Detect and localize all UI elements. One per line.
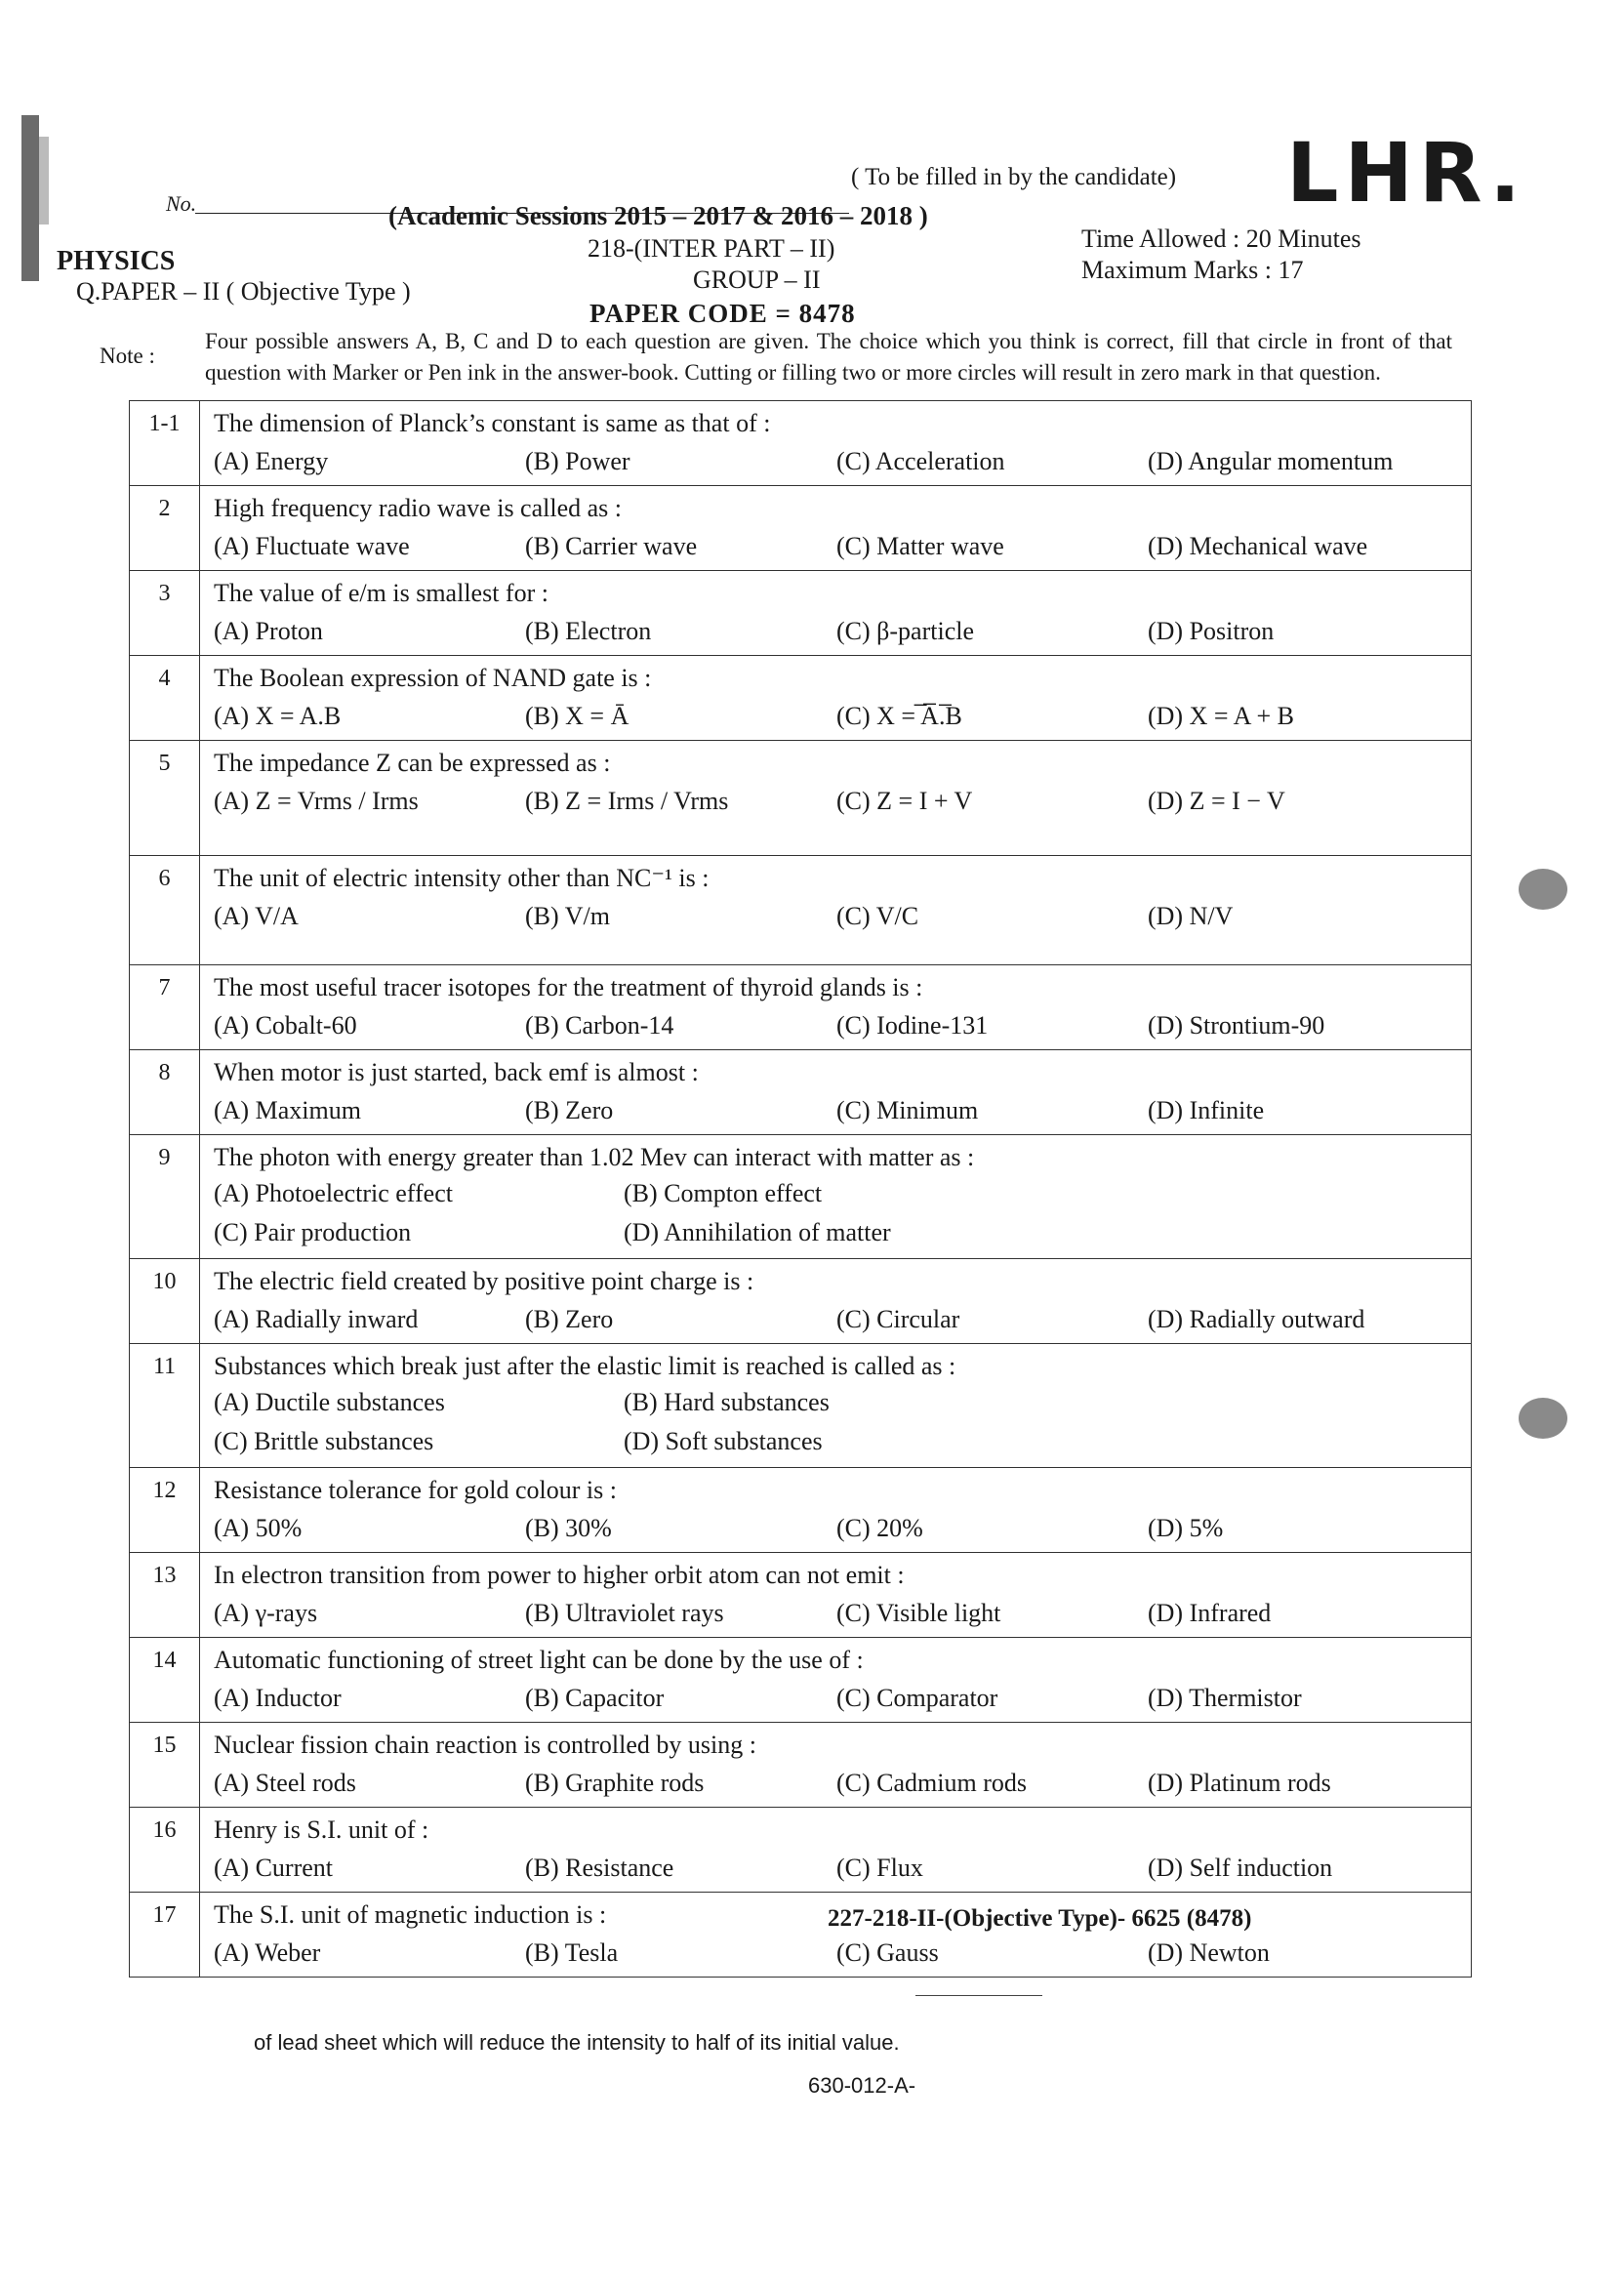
answer-option: (D) 5% <box>1148 1514 1224 1542</box>
question-cell <box>200 1638 1472 1723</box>
answer-option: (B) Carrier wave <box>525 532 698 560</box>
question-row <box>130 1135 1472 1259</box>
answer-options <box>214 899 1459 934</box>
question-row <box>130 1344 1472 1468</box>
candidate-note: ( To be filled in by the candidate) <box>851 164 1177 190</box>
answer-option: (D) Newton <box>1148 1938 1270 1967</box>
answer-option: (D) Mechanical wave <box>1148 532 1368 560</box>
scan-edge-shadow <box>39 137 49 224</box>
question-text: The unit of electric intensity other than NC⁻¹ is : <box>214 864 710 892</box>
answer-option: (B) Z = Irms / Vrms <box>525 787 729 815</box>
answer-option: (C) β-particle <box>836 617 974 645</box>
question-number: 7 <box>130 965 200 1050</box>
maximum-marks: Maximum Marks : 17 <box>1081 256 1304 284</box>
answer-option: (A) Weber <box>214 1938 321 1967</box>
answer-option: (B) Carbon-14 <box>525 1011 674 1040</box>
question-text: The photon with energy greater than 1.02 Mev can interact with matter as : <box>214 1143 975 1171</box>
question-cell <box>200 1050 1472 1135</box>
answer-option: (C) Comparator <box>836 1684 998 1712</box>
scan-edge-shadow <box>21 115 39 281</box>
question-text: The impedance Z can be expressed as : <box>214 749 611 777</box>
question-text: Substances which break just after the elastic limit is reached is called as : <box>214 1352 956 1380</box>
question-number: 5 <box>130 741 200 856</box>
answer-option: (C) Visible light <box>836 1599 1001 1627</box>
question-text: The Boolean expression of NAND gate is : <box>214 664 652 692</box>
question-cell <box>200 401 1472 486</box>
answer-option: (A) Proton <box>214 617 323 645</box>
question-text: The most useful tracer isotopes for the treatment of thyroid glands is : <box>214 973 923 1001</box>
answer-options <box>214 1383 1459 1461</box>
answer-options <box>214 1008 1459 1043</box>
question-text: Automatic functioning of street light can be done by the use of : <box>214 1646 864 1674</box>
question-row <box>130 1468 1472 1553</box>
question-number: 12 <box>130 1468 200 1553</box>
note-label: Note : <box>100 344 155 368</box>
question-row <box>130 1723 1472 1808</box>
question-number: 1-1 <box>130 401 200 486</box>
answer-option: (D) Annihilation of matter <box>624 1218 891 1246</box>
answer-option: (C) Matter wave <box>836 532 1004 560</box>
answer-option: (A) Inductor <box>214 1684 342 1712</box>
answer-option: (D) Soft substances <box>624 1427 823 1455</box>
exam-part: 218-(INTER PART – II) <box>588 234 835 263</box>
answer-option: (A) γ-rays <box>214 1599 318 1627</box>
answer-option: (A) Cobalt-60 <box>214 1011 357 1040</box>
question-text: High frequency radio wave is called as : <box>214 494 623 522</box>
roll-number-label: No. <box>166 191 197 216</box>
question-text: The electric field created by positive point charge is : <box>214 1267 754 1295</box>
answer-option: (C) Minimum <box>836 1096 979 1124</box>
question-text: Resistance tolerance for gold colour is : <box>214 1476 617 1504</box>
answer-option: (A) X = A.B <box>214 702 342 730</box>
answer-options <box>214 699 1459 734</box>
answer-options <box>214 1302 1459 1337</box>
question-number: 6 <box>130 856 200 965</box>
punch-hole <box>1519 1398 1567 1439</box>
question-row <box>130 1893 1472 1978</box>
answer-option: (D) Z = I − V <box>1148 787 1285 815</box>
corner-mark: LHR. <box>1286 125 1526 221</box>
answer-option: (D) Infrared <box>1148 1599 1272 1627</box>
question-text: Henry is S.I. unit of : <box>214 1815 429 1844</box>
bleed-through-text: of lead sheet which will reduce the intensity to half of its initial value. <box>254 2030 900 2055</box>
answer-option: (C) Flux <box>836 1854 923 1882</box>
answer-option: (B) X = Ā <box>525 702 629 730</box>
answer-option: (B) Capacitor <box>525 1684 665 1712</box>
answer-option: (A) Fluctuate wave <box>214 532 410 560</box>
answer-option: (B) Ultraviolet rays <box>525 1599 724 1627</box>
answer-options <box>214 1766 1459 1801</box>
question-cell <box>200 741 1472 856</box>
answer-option: (B) Hard substances <box>624 1388 830 1416</box>
paper-code: PAPER CODE = 8478 <box>589 299 856 328</box>
answer-option: (C) Acceleration <box>836 447 1005 475</box>
question-number: 9 <box>130 1135 200 1259</box>
question-number: 10 <box>130 1259 200 1344</box>
question-number: 14 <box>130 1638 200 1723</box>
answer-option: (D) Strontium-90 <box>1148 1011 1325 1040</box>
answer-option: (A) Photoelectric effect <box>214 1179 453 1207</box>
question-cell <box>200 856 1472 965</box>
question-row <box>130 741 1472 856</box>
question-text: The value of e/m is smallest for : <box>214 579 548 607</box>
answer-option: (C) 20% <box>836 1514 923 1542</box>
question-text: The S.I. unit of magnetic induction is : <box>214 1900 607 1929</box>
question-row <box>130 1553 1472 1638</box>
answer-options <box>214 1174 1459 1252</box>
answer-option: (A) Maximum <box>214 1096 361 1124</box>
question-number: 8 <box>130 1050 200 1135</box>
question-text: In electron transition from power to higher orbit atom can not emit : <box>214 1561 905 1589</box>
footer-code: 227-218-II-(Objective Type)- 6625 (8478) <box>828 1905 1252 1932</box>
answer-option: (A) V/A <box>214 902 299 930</box>
answer-option: (A) Radially inward <box>214 1305 419 1333</box>
answer-option: (A) Ductile substances <box>214 1388 445 1416</box>
question-number: 11 <box>130 1344 200 1468</box>
answer-option: (C) Brittle substances <box>214 1427 434 1455</box>
answer-option: (B) Graphite rods <box>525 1769 705 1797</box>
question-row <box>130 965 1472 1050</box>
answer-options <box>214 614 1459 649</box>
answer-options <box>214 1936 1459 1971</box>
question-number: 13 <box>130 1553 200 1638</box>
question-number: 16 <box>130 1808 200 1893</box>
questions-table <box>129 400 1472 1978</box>
question-number: 2 <box>130 486 200 571</box>
answer-option: (C) Iodine-131 <box>836 1011 989 1040</box>
answer-option: (C) V/C <box>836 902 919 930</box>
question-number: 17 <box>130 1893 200 1978</box>
answer-option: (B) Resistance <box>525 1854 674 1882</box>
question-row <box>130 486 1472 571</box>
paper-title: Q.PAPER – II ( Objective Type ) <box>76 277 411 306</box>
question-cell <box>200 656 1472 741</box>
question-row <box>130 1259 1472 1344</box>
answer-option: (B) Power <box>525 447 630 475</box>
question-row <box>130 1808 1472 1893</box>
answer-option: (D) Thermistor <box>1148 1684 1302 1712</box>
question-cell <box>200 1553 1472 1638</box>
answer-option: (B) Tesla <box>525 1938 619 1967</box>
question-cell <box>200 486 1472 571</box>
question-text: Nuclear fission chain reaction is controlled by using : <box>214 1731 756 1759</box>
question-cell <box>200 1259 1472 1344</box>
exam-group: GROUP – II <box>693 265 821 294</box>
answer-option: (B) V/m <box>525 902 610 930</box>
answer-option: (C) Circular <box>836 1305 960 1333</box>
question-cell <box>200 1135 1472 1259</box>
answer-option: (A) Z = Vrms / Irms <box>214 787 419 815</box>
answer-options <box>214 444 1459 479</box>
question-text: When motor is just started, back emf is almost : <box>214 1058 699 1086</box>
question-cell <box>200 1468 1472 1553</box>
answer-options <box>214 1851 1459 1886</box>
question-cell <box>200 571 1472 656</box>
footer-rule <box>915 1995 1042 1996</box>
answer-option: (A) Energy <box>214 447 329 475</box>
answer-option: (A) 50% <box>214 1514 303 1542</box>
answer-option: (A) Current <box>214 1854 334 1882</box>
answer-option: (A) Steel rods <box>214 1769 356 1797</box>
answer-options <box>214 1596 1459 1631</box>
question-row <box>130 856 1472 965</box>
question-text: The dimension of Planck’s constant is same as that of : <box>214 409 771 437</box>
answer-option: (B) Zero <box>525 1096 614 1124</box>
question-number: 3 <box>130 571 200 656</box>
answer-option: (D) Radially outward <box>1148 1305 1365 1333</box>
question-cell <box>200 1808 1472 1893</box>
question-cell <box>200 1723 1472 1808</box>
question-row <box>130 1050 1472 1135</box>
answer-option: (D) Platinum rods <box>1148 1769 1331 1797</box>
answer-option: (D) X = A + B <box>1148 702 1294 730</box>
question-row <box>130 656 1472 741</box>
answer-option: (D) Angular momentum <box>1148 447 1394 475</box>
answer-options <box>214 1511 1459 1546</box>
bleed-through-code: 630-012-A- <box>808 2073 916 2098</box>
answer-option: (C) X = ̅A̅.̅B <box>836 702 962 730</box>
question-row <box>130 1638 1472 1723</box>
subject-title: PHYSICS <box>57 246 176 276</box>
time-allowed: Time Allowed : 20 Minutes <box>1081 224 1361 253</box>
answer-option: (B) Electron <box>525 617 652 645</box>
question-cell <box>200 1344 1472 1468</box>
note-text: Four possible answers A, B, C and D to each question are given. The choice which you think is correct, fill that circle in front of that question with Marker or Pen ink in the answer-book. Cutting or filling two or more circles will result in zero mark in that question. <box>205 329 1452 385</box>
answer-option: (D) Infinite <box>1148 1096 1265 1124</box>
answer-option: (D) Self induction <box>1148 1854 1333 1882</box>
academic-sessions: (Academic Sessions 2015 – 2017 & 2016 – 2018 ) <box>388 201 928 230</box>
answer-option: (B) 30% <box>525 1514 612 1542</box>
answer-option: (C) Gauss <box>836 1938 939 1967</box>
answer-option: (C) Pair production <box>214 1218 412 1246</box>
answer-options <box>214 529 1459 564</box>
punch-hole <box>1519 869 1567 910</box>
question-row <box>130 401 1472 486</box>
question-row <box>130 571 1472 656</box>
answer-option: (C) Z = I + V <box>836 787 973 815</box>
answer-option: (B) Zero <box>525 1305 614 1333</box>
answer-options <box>214 1681 1459 1716</box>
question-cell <box>200 965 1472 1050</box>
answer-option: (D) Positron <box>1148 617 1275 645</box>
answer-options <box>214 784 1459 819</box>
question-number: 4 <box>130 656 200 741</box>
answer-option: (C) Cadmium rods <box>836 1769 1027 1797</box>
answer-option: (D) N/V <box>1148 902 1234 930</box>
question-number: 15 <box>130 1723 200 1808</box>
answer-option: (B) Compton effect <box>624 1179 823 1207</box>
answer-options <box>214 1093 1459 1128</box>
